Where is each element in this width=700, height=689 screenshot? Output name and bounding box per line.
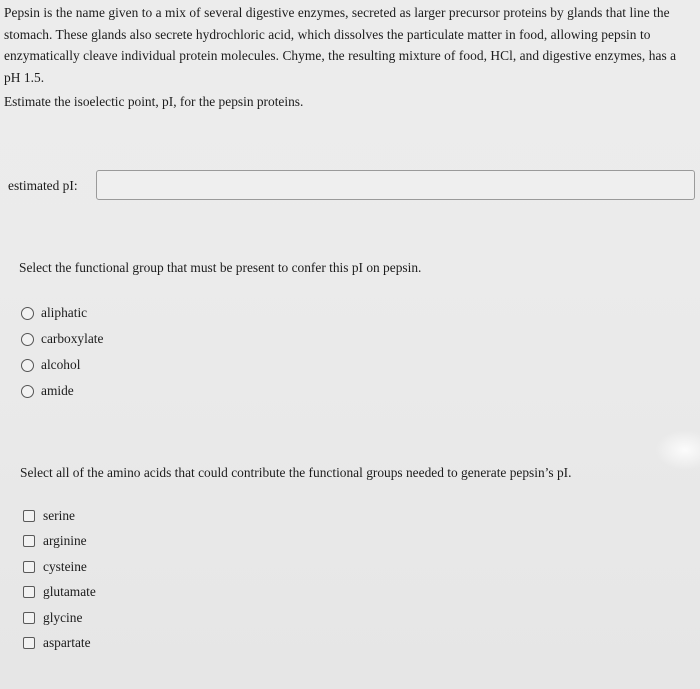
pi-field-label: estimated pI:: [8, 178, 78, 193]
radio-button[interactable]: [21, 385, 34, 398]
checkbox[interactable]: [23, 612, 35, 624]
checkbox[interactable]: [23, 586, 35, 598]
radio-option-alcohol[interactable]: [21, 352, 103, 378]
radio-label: alcohol: [41, 357, 81, 372]
checkbox[interactable]: [23, 637, 35, 649]
checkbox[interactable]: [23, 561, 35, 573]
checkbox-option-serine[interactable]: [23, 503, 96, 529]
checkbox-option-arginine[interactable]: [23, 529, 96, 555]
checkbox[interactable]: [23, 535, 35, 547]
radio-option-aliphatic[interactable]: [21, 300, 103, 326]
radio-button[interactable]: [21, 359, 34, 372]
functional-group-options: [21, 300, 103, 404]
radio-label: amide: [41, 383, 74, 398]
checkbox-label: arginine: [43, 533, 87, 549]
checkbox-label: aspartate: [43, 635, 91, 651]
checkbox[interactable]: [23, 510, 35, 522]
checkbox-label: cysteine: [43, 558, 87, 574]
question-prompt: Estimate the isoelectic point, pI, for the pepsin proteins.: [4, 94, 304, 109]
checkbox-option-glutamate[interactable]: [23, 580, 96, 606]
radio-label: carboxylate: [41, 331, 104, 346]
radio-button[interactable]: [21, 333, 34, 346]
checkbox-option-glycine[interactable]: [23, 605, 96, 631]
radio-option-amide[interactable]: [21, 378, 103, 404]
amino-acid-options: [23, 503, 96, 656]
amino-acids-prompt: Select all of the amino acids that could contribute the functional groups needed to generate pepsin’s pI.: [20, 465, 572, 480]
checkbox-option-aspartate[interactable]: [23, 631, 96, 657]
checkbox-label: serine: [43, 507, 75, 523]
intro-paragraph: Pepsin is the name given to a mix of several digestive enzymes, secreted as larger precursor proteins by glands that line the stomach. These glands also secrete hydrochloric acid, which dissolves the particulate matter in food, allowing pepsin to enzymatically cleave individual protein molecules. Chyme, the resulting mixture of food, HCl, and digestive enzymes, has a pH 1.5.: [4, 5, 677, 85]
checkbox-option-cysteine[interactable]: [23, 554, 96, 580]
checkbox-label: glycine: [43, 609, 83, 625]
radio-option-carboxylate[interactable]: [21, 326, 103, 352]
pi-input[interactable]: [96, 170, 695, 200]
radio-button[interactable]: [21, 307, 34, 320]
checkbox-label: glutamate: [43, 584, 96, 600]
radio-label: aliphatic: [41, 305, 88, 320]
screen-glare: [655, 430, 700, 470]
functional-group-prompt: Select the functional group that must be present to confer this pI on pepsin.: [19, 260, 422, 275]
